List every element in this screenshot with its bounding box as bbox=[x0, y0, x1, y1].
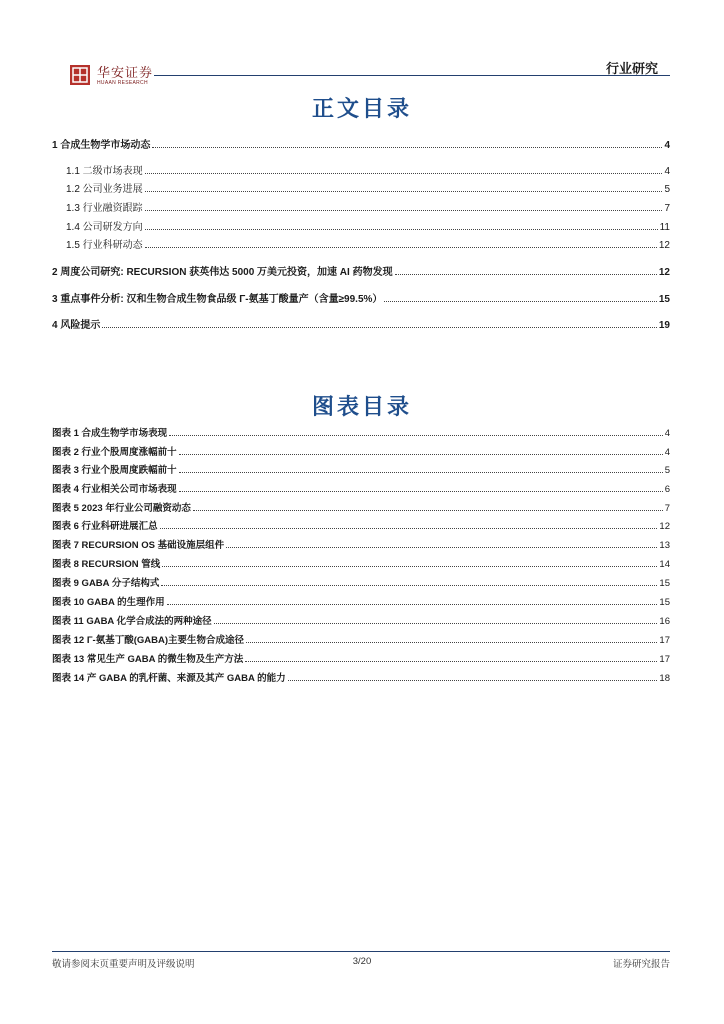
dot-leader bbox=[152, 147, 662, 148]
figure-entry[interactable] bbox=[52, 556, 670, 570]
dot-leader bbox=[226, 547, 657, 548]
toc-entry-page: 12 bbox=[658, 240, 670, 251]
figure-entry-label: 图表 11 GABA 化学合成法的两种途径 bbox=[52, 616, 212, 627]
figure-entry[interactable] bbox=[52, 444, 670, 458]
dot-leader bbox=[384, 301, 656, 302]
figure-entry-page: 7 bbox=[664, 503, 670, 514]
toc-entry-page: 4 bbox=[664, 166, 670, 177]
figure-entry[interactable] bbox=[52, 518, 670, 532]
footer-divider bbox=[52, 951, 670, 952]
toc-entry[interactable] bbox=[66, 181, 670, 195]
report-type-label: 行业研究 bbox=[605, 61, 658, 76]
figure-entry[interactable] bbox=[52, 613, 670, 627]
figure-entry-page: 16 bbox=[659, 616, 670, 627]
dot-leader bbox=[161, 585, 657, 586]
toc-entry-label: 1.1 二级市场表现 bbox=[66, 166, 143, 177]
toc-entry-label: 3 重点事件分析: 汉和生物合成生物食品级 Γ-氨基丁酸量产（含量≥99.5%） bbox=[52, 294, 383, 305]
toc-entry-page: 15 bbox=[658, 294, 670, 305]
page-header bbox=[52, 54, 670, 94]
figure-entry-label: 图表 10 GABA 的生理作用 bbox=[52, 597, 165, 608]
toc-entry-page: 7 bbox=[664, 203, 670, 214]
toc-entry[interactable] bbox=[66, 163, 670, 177]
figure-list-title: 图表目录 bbox=[311, 394, 412, 420]
figure-entry-label: 图表 14 产 GABA 的乳杆菌、来源及其产 GABA 的能力 bbox=[52, 673, 286, 684]
figure-entry-label: 图表 8 RECURSION 管线 bbox=[52, 559, 161, 570]
toc-entry[interactable] bbox=[66, 219, 670, 233]
dot-leader bbox=[179, 472, 663, 473]
figure-entry[interactable] bbox=[52, 594, 670, 608]
dot-leader bbox=[395, 274, 657, 275]
dot-leader bbox=[160, 528, 658, 529]
footer-disclaimer: 敬请参阅末页重要声明及评级说明 bbox=[52, 959, 195, 970]
figure-entry-page: 5 bbox=[664, 465, 670, 476]
main-toc-title: 正文目录 bbox=[311, 96, 412, 122]
figure-entry-page: 4 bbox=[664, 447, 670, 458]
dot-leader bbox=[179, 454, 663, 455]
toc-entry[interactable] bbox=[66, 237, 670, 251]
dot-leader bbox=[214, 623, 658, 624]
figure-entry-label: 图表 5 2023 年行业公司融资动态 bbox=[52, 503, 191, 514]
logo-name-en: HUAAN RESEARCH bbox=[97, 80, 148, 86]
figure-entry-page: 15 bbox=[659, 597, 670, 608]
toc-entry[interactable] bbox=[52, 317, 670, 331]
dot-leader bbox=[145, 191, 663, 192]
figure-entry-label: 图表 3 行业个股周度跌幅前十 bbox=[52, 465, 177, 476]
figure-entry-label: 图表 6 行业科研进展汇总 bbox=[52, 521, 158, 532]
figure-entry[interactable] bbox=[52, 462, 670, 476]
toc-entry-label: 4 风险提示 bbox=[52, 320, 101, 331]
figure-entry-page: 15 bbox=[659, 578, 670, 589]
dot-leader bbox=[145, 210, 663, 211]
figure-entry-label: 图表 1 合成生物学市场表现 bbox=[52, 428, 168, 439]
figure-entry-page: 13 bbox=[659, 540, 670, 551]
toc-entry[interactable] bbox=[52, 291, 670, 305]
figure-entry-label: 图表 13 常见生产 GABA 的微生物及生产方法 bbox=[52, 654, 244, 665]
dot-leader bbox=[145, 173, 663, 174]
figure-entry[interactable] bbox=[52, 632, 670, 646]
header-divider bbox=[154, 75, 670, 76]
dot-leader bbox=[288, 680, 658, 681]
figure-entry[interactable] bbox=[52, 651, 670, 665]
dot-leader bbox=[145, 247, 657, 248]
figure-entry-page: 12 bbox=[659, 521, 670, 532]
figure-entry[interactable] bbox=[52, 500, 670, 514]
dot-leader bbox=[179, 491, 663, 492]
figure-entry-label: 图表 9 GABA 分子结构式 bbox=[52, 578, 160, 589]
figure-entry-page: 6 bbox=[664, 484, 670, 495]
toc-entry-page: 11 bbox=[659, 222, 670, 233]
figure-entry-label: 图表 12 Γ-氨基丁酸(GABA)主要生物合成途径 bbox=[52, 635, 245, 646]
dot-leader bbox=[162, 566, 657, 567]
figure-entry-page: 17 bbox=[659, 635, 670, 646]
toc-entry[interactable] bbox=[66, 200, 670, 214]
figure-entry[interactable] bbox=[52, 537, 670, 551]
toc-entry-label: 1.3 行业融资跟踪 bbox=[66, 203, 143, 214]
figure-entry[interactable] bbox=[52, 670, 670, 684]
toc-entry-label: 1.4 公司研发方向 bbox=[66, 222, 143, 233]
figure-entry-label: 图表 2 行业个股周度涨幅前十 bbox=[52, 447, 177, 458]
figure-entry[interactable] bbox=[52, 425, 670, 439]
toc-entry-page: 12 bbox=[658, 267, 670, 278]
figure-entry-page: 4 bbox=[664, 428, 670, 439]
dot-leader bbox=[102, 327, 657, 328]
figure-entry-page: 17 bbox=[659, 654, 670, 665]
dot-leader bbox=[167, 604, 658, 605]
dot-leader bbox=[145, 229, 658, 230]
huaan-logo-icon bbox=[69, 64, 91, 86]
toc-entry[interactable] bbox=[52, 137, 670, 151]
dot-leader bbox=[193, 510, 663, 511]
footer-doc-type: 证券研究报告 bbox=[612, 959, 670, 970]
figure-entry-page: 18 bbox=[659, 673, 670, 684]
toc-entry-page: 4 bbox=[664, 140, 670, 151]
toc-entry-page: 19 bbox=[658, 320, 670, 331]
dot-leader bbox=[246, 642, 657, 643]
figure-entry-label: 图表 4 行业相关公司市场表现 bbox=[52, 484, 177, 495]
toc-entry-page: 5 bbox=[664, 184, 670, 195]
figure-entry[interactable] bbox=[52, 481, 670, 495]
toc-entry-label: 1.5 行业科研动态 bbox=[66, 240, 143, 251]
toc-entry-label: 2 周度公司研究: RECURSION 获英伟达 5000 万美元投资，加速 AI 药物发现 bbox=[52, 267, 393, 278]
dot-leader bbox=[245, 661, 657, 662]
figure-entry-page: 14 bbox=[659, 559, 670, 570]
dot-leader bbox=[169, 435, 663, 436]
figure-entry[interactable] bbox=[52, 575, 670, 589]
page-number: 3/20 bbox=[352, 956, 372, 967]
toc-entry-label: 1 合成生物学市场动态 bbox=[52, 140, 151, 151]
figure-entry-label: 图表 7 RECURSION OS 基础设施层组件 bbox=[52, 540, 225, 551]
logo-name-cn: 华安证券 bbox=[97, 66, 154, 81]
toc-entry-label: 1.2 公司业务进展 bbox=[66, 184, 143, 195]
toc-entry[interactable] bbox=[52, 264, 670, 278]
